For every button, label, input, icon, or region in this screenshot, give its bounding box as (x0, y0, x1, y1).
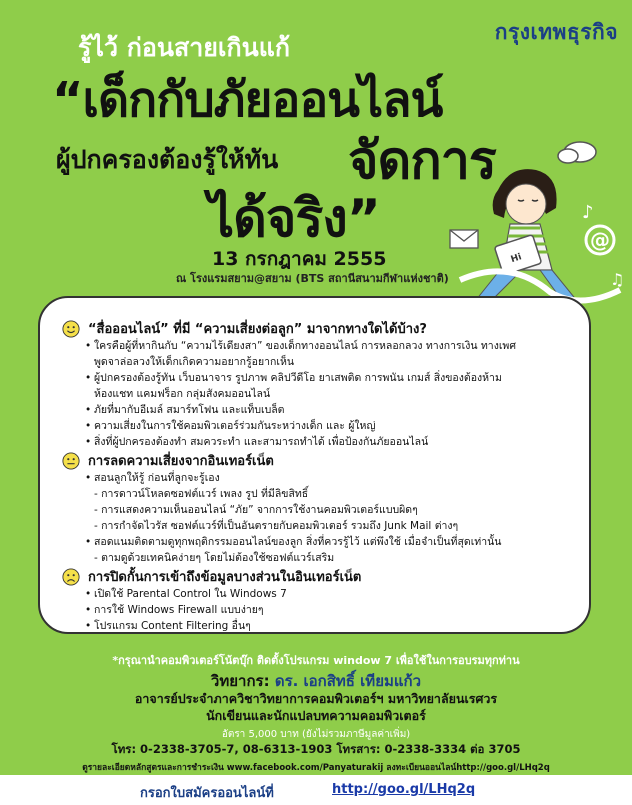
svg-text:♪: ♪ (582, 202, 594, 223)
content-card (38, 296, 591, 634)
smile-face-icon (62, 320, 80, 338)
list-item: • สอนลูกให้รู้ ก่อนที่ลูกจะรู้เอง (94, 470, 220, 486)
list-item: • โปรแกรม Content Filtering อื่นๆ (94, 618, 251, 634)
speaker-title-1: อาจารย์ประจำภาควิชาวิทยาการคอมพิวเตอร์ฯ มหาวิทยาลัยนเรศวร (134, 691, 498, 706)
list-item: - การดาวน์โหลดซอฟต์แวร์ เพลง รูป ที่มีลิขสิทธิ์ (94, 488, 309, 500)
details-links: ดูรายละเอียดหลักสูตรและการชำระเงิน www.facebook.com/Panyaturakij ลงทะเบียนออนไลน์http://goo.gl/LHq2q (82, 763, 550, 773)
section-title: “สื่อออนไลน์” ที่มี “ความเสี่ยงต่อลูก” มาจากทางใดได้บ้าง? (88, 322, 427, 337)
event-venue: ณ โรงแรมสยาม@สยาม (BTS สถานีสนามกีฬาแห่งชาติ) (176, 272, 449, 285)
list-item: ห้องแชท แคมฟร็อก กลุ่มสังคมออนไลน์ (94, 388, 271, 400)
list-item: • ภัยที่มากับอีเมล์ สมาร์ทโฟน และแท็บเบล็ต (94, 402, 285, 418)
contact-phone: โทร: 0-2338-3705-7, 08-6313-1903 โทรสาร: 0-2338-3334 ต่อ 3705 (111, 742, 521, 756)
list-item: • ใครคือผู้ที่หากินกับ “ความไร้เดียงสา” ของเด็กทางออนไลน์ การหลอกลวง ทางการเงิน ทางเพศ (94, 338, 516, 354)
speaker-name: ดร. เอกสิทธิ์ เทียมแก้ว (274, 672, 422, 690)
section-title: การปิดกั้นการเข้าถึงข้อมูลบางส่วนในอินเทอร์เน็ต (88, 570, 362, 585)
notebook-note: *กรุณานำคอมพิวเตอร์โน้ตบุ๊ก ติดตั้งโปรแกรม window 7 เพื่อใช้ในการอบรมทุกท่าน (112, 654, 520, 667)
list-item: • ความเสี่ยงในการใช้คอมพิวเตอร์ร่วมกันระหว่างเด็ก และ ผู้ใหญ่ (94, 418, 375, 434)
register-link[interactable]: http://goo.gl/LHq2q (332, 782, 476, 797)
register-label: กรอกใบสมัครออนไลน์ที่ (140, 786, 274, 801)
list-item: - ตามดูด้วยเทคนิคง่ายๆ โดยไม่ต้องใช้ซอฟต์แวร์เสริม (94, 552, 335, 564)
title-line-2a: ผู้ปกครองต้องรู้ให้ทัน (56, 145, 279, 174)
speaker-label: วิทยากร: (210, 672, 270, 690)
list-item: • สิ่งที่ผู้ปกครองต้องทำ สมควระทำ และสามารถทำได้ เพื่อป้องกันภัยออนไลน์ (94, 434, 428, 450)
svg-text:@: @ (590, 228, 610, 252)
envelope-icon (450, 230, 478, 248)
laptop-label: Hi (509, 252, 523, 266)
list-item: • การใช้ Windows Firewall แบบง่ายๆ (94, 602, 264, 618)
title-line-1: “เด็กกับภัยออนไลน์ (52, 72, 443, 128)
speaker-title-2: นักเขียนและนักแปลบทความคอมพิวเตอร์ (206, 708, 426, 723)
neutral-face-icon (62, 452, 80, 470)
at-sign-icon (586, 226, 614, 254)
cloud-icon (558, 142, 596, 163)
title-line-2b: จัดการ (348, 131, 496, 191)
brand-logo-text: กรุงเทพธุรกิจ (494, 20, 618, 44)
event-date: 13 กรกฎาคม 2555 (212, 248, 387, 270)
list-item: • สอดแนมติดตามดูทุกพฤติกรรมออนไลน์ของลูก สิ่งที่ควรรู้ไว้ แต่พึงใช้ เมื่อจำเป็นที่สุดเท่านั้น (94, 534, 501, 550)
section-title: การลดความเสี่ยงจากอินเทอร์เน็ต (88, 454, 274, 469)
list-item: • เปิดใช้ Parental Control ใน Windows 7 (94, 586, 287, 602)
list-item: พูดจาล่อลวงให้เด็กเกิดความอยากรู้อยากเห็น (94, 356, 295, 368)
sad-face-icon (62, 568, 80, 586)
title-line-3: ได้จริง” (208, 189, 380, 249)
list-item: - การแสดงความเห็นออนไลน์ “ภัย” จากการใช้งานคอมพิวเตอร์แบบผิดๆ (94, 504, 418, 516)
svg-text:♫: ♫ (610, 270, 625, 289)
fee-text: อัตรา 5,000 บาท (ยังไม่รวมภาษีมูลค่าเพิ่ม) (221, 729, 411, 740)
section-reduce-risk-header (62, 450, 274, 471)
section-risk-sources-header (62, 318, 427, 339)
girl-with-laptop-illustration (440, 130, 630, 320)
section-blocking-header (62, 566, 361, 587)
kicker-text: รู้ไว้ ก่อนสายเกินแก้ (78, 33, 290, 62)
face (506, 184, 546, 224)
list-item: - การกำจัดไวรัส ซอฟต์แวร์ที่เป็นอันตรายกับคอมพิวเตอร์ รวมถึง Junk Mail ต่างๆ (94, 520, 459, 532)
list-item: • ผู้ปกครองต้องรู้ทัน เว็บอนาจาร รูปภาพ คลิปวีดีโอ ยาเสพติด การพนัน เกมส์ สิ่งของต้องห้าม (94, 370, 502, 386)
